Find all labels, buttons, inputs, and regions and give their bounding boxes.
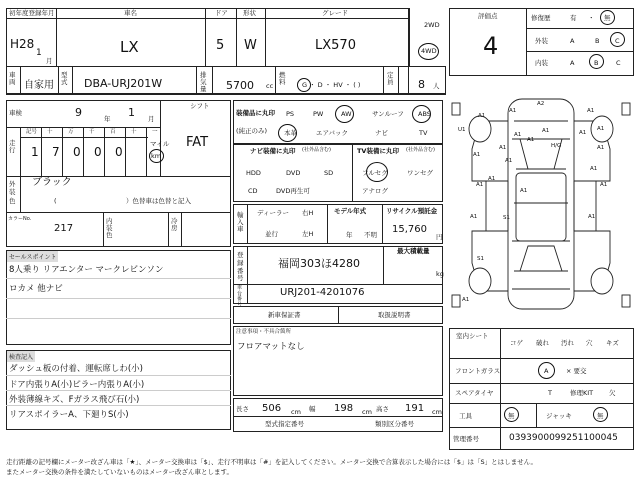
max-load-label: 最大積載量 xyxy=(397,247,430,255)
damage-mark: A1 xyxy=(473,152,481,158)
int-b: B xyxy=(594,59,599,67)
divider xyxy=(526,8,527,76)
capacity-value: 8 xyxy=(418,78,425,91)
divider xyxy=(236,8,237,66)
import-label: 輸入車 xyxy=(237,211,244,234)
import-left: 左H xyxy=(302,230,314,238)
first-reg-era: H28 xyxy=(10,37,35,51)
length-label: 長さ xyxy=(236,405,249,413)
equipment-item: サンルーフ xyxy=(372,110,404,118)
kg-unit: kg xyxy=(436,270,444,278)
shift-value: FAT xyxy=(186,135,209,150)
divider xyxy=(233,284,443,285)
divider xyxy=(275,66,276,94)
sheet-yabure: 破れ xyxy=(536,339,549,347)
fuel-options: G ・ D ・ HV ・ ( ) xyxy=(302,81,361,89)
width-label: 幅 xyxy=(309,405,316,413)
damage-mark: A1 xyxy=(488,176,496,182)
tv-oneseg: ワンセグ xyxy=(407,169,433,177)
length-unit: cm xyxy=(291,408,301,416)
divider xyxy=(398,66,399,94)
repair-no: 無 xyxy=(604,14,611,22)
damage-mark: A2 xyxy=(537,101,545,107)
damage-mark: A1 xyxy=(478,113,486,119)
tv-analog: アナログ xyxy=(362,187,388,195)
divider xyxy=(526,28,634,29)
mileage-cell-divider xyxy=(125,127,126,176)
navi-sub: (社外品含む) xyxy=(302,147,331,153)
ext-b: B xyxy=(595,37,600,45)
divider xyxy=(20,176,21,212)
fuel-label: 燃料 xyxy=(279,71,286,87)
divider xyxy=(58,66,59,94)
header-label-row xyxy=(6,8,409,19)
navi-dvd-play: DVD再生可 xyxy=(276,187,310,195)
vehicle-label: 車両 xyxy=(9,71,16,87)
damage-mark: A1 xyxy=(462,297,470,303)
tv-fullseg: フルセグ xyxy=(362,169,388,177)
spare-t: T xyxy=(548,389,552,397)
inspection-month: 1 xyxy=(128,106,135,119)
mileage-digit: 7 xyxy=(52,145,60,159)
import-right: 右H xyxy=(302,209,314,217)
interior-label: 内装 xyxy=(535,59,548,67)
damage-mark: A1 xyxy=(597,126,605,132)
yen-unit: 円 xyxy=(436,233,443,241)
divider xyxy=(56,8,57,66)
equipment-item: ABS xyxy=(418,110,431,118)
divider xyxy=(449,427,634,428)
mileage-label: 走行 xyxy=(9,139,16,155)
model-label: 車名 xyxy=(124,9,137,17)
model-name: LX xyxy=(120,38,139,56)
model-year-unknown: 不明 xyxy=(364,231,377,239)
footer-line-1: 走行距離の記号欄にメーター改ざん車は「★」、メーター交換車は「$」、走行不明車は「#」を記入してください。メーター交換で合算表示した場合には「$」は「S」とはしません。 xyxy=(6,458,538,466)
divider xyxy=(181,212,182,247)
damage-mark: A1 xyxy=(514,132,522,138)
jack-value: 無 xyxy=(597,412,604,420)
mgmt-label: 管理番号 xyxy=(453,435,479,443)
inspection-label: 車検 xyxy=(9,109,22,117)
shape-label: 形状 xyxy=(243,9,256,17)
divider xyxy=(352,144,353,202)
dot: ・ xyxy=(588,14,595,22)
recycle-value: 15,760 xyxy=(392,224,427,235)
mileage-cell-divider xyxy=(62,127,63,176)
score-value: 4 xyxy=(483,32,499,60)
divider xyxy=(327,204,328,244)
damage-mark: A1 xyxy=(542,128,550,134)
inspector-line-4: リアスポイラーA、下廻りS(小) xyxy=(9,410,129,420)
inspector-line-2: ドア内張りA(小)ピラー内張りA(小) xyxy=(9,380,145,390)
displacement: 5700 xyxy=(226,79,254,92)
warranty-label: 新車保証書 xyxy=(268,311,301,319)
divider xyxy=(6,318,231,319)
sheet-yogore: 汚れ xyxy=(561,339,574,347)
mileage-cell-divider xyxy=(83,127,84,176)
color-change-note: ）色替車は色替と記入 xyxy=(126,197,191,205)
navi-sd: SD xyxy=(324,169,334,177)
mileage-digit-label: 万 xyxy=(68,129,74,135)
km-unit: km xyxy=(151,152,162,160)
class-no-label: 類別区分番号 xyxy=(375,420,414,428)
notes-label: 注意事項・不具合箇所 xyxy=(236,329,292,335)
damage-mark: H/G xyxy=(551,143,562,149)
mileage-digit-label: 一 xyxy=(152,129,158,135)
height-unit: cm xyxy=(432,408,442,416)
divider xyxy=(196,66,197,94)
color-label: 外装色 xyxy=(9,180,16,205)
mileage-digit: 0 xyxy=(115,145,123,159)
doors-label: ドア xyxy=(215,9,228,17)
divider xyxy=(338,306,339,324)
divider xyxy=(6,212,231,213)
inspector-line-3: 外装薄線キズ、Fガラス飛び石(小) xyxy=(9,395,140,405)
divider xyxy=(247,204,248,244)
manual-label: 取扱説明書 xyxy=(378,311,411,319)
damage-mark: A1 xyxy=(590,166,598,172)
divider xyxy=(409,8,410,66)
divider xyxy=(20,66,21,94)
divider xyxy=(6,390,231,391)
tools-value: 無 xyxy=(508,412,515,420)
color-no: 217 xyxy=(54,223,74,234)
footer-line-2: またメーター交換の条件を満たしていないものはメーター改ざん車とします。 xyxy=(6,468,233,476)
sales-line-1: 8人乗り リアエンター マークレビンソン xyxy=(9,265,164,275)
person-unit: 人 xyxy=(433,82,440,90)
divider xyxy=(6,94,446,95)
divider xyxy=(383,66,384,94)
divider xyxy=(103,212,104,247)
damage-mark: A1 xyxy=(600,182,608,188)
tv-sub: (社外品含む) xyxy=(406,147,435,153)
color-no-label: カラーNo. xyxy=(8,216,32,222)
divider xyxy=(536,403,537,427)
equipment-item: PS xyxy=(286,110,295,118)
navi-cd: CD xyxy=(248,187,258,195)
divider xyxy=(247,246,248,304)
model-year-label: モデル年式 xyxy=(334,207,367,215)
inspector-line-1: ダッシュ板の付着、運転席しわ(小) xyxy=(9,364,143,374)
equipment-item: 本革 xyxy=(284,129,297,137)
navi-dvd: DVD xyxy=(286,169,301,177)
mileage-digit-label: 十 xyxy=(47,129,53,135)
divider xyxy=(6,405,231,406)
damage-mark: A1 xyxy=(588,214,596,220)
mileage-digit-label: 千 xyxy=(89,129,95,135)
damage-mark: A1 xyxy=(520,188,528,194)
inspector-label: 検査記入 xyxy=(7,351,35,362)
divider xyxy=(6,278,231,279)
divider xyxy=(212,66,213,94)
mileage-digit: 0 xyxy=(94,145,102,159)
tools-label: 工具 xyxy=(459,412,472,420)
plate-number: 福岡303ほ4280 xyxy=(278,257,360,270)
ext-c: C xyxy=(615,37,620,45)
divider xyxy=(265,8,266,66)
disp-label: 排気量 xyxy=(200,71,207,94)
damage-mark: A1 xyxy=(470,214,478,220)
ext-a: A xyxy=(570,37,575,45)
notes-line-1: フロアマットなし xyxy=(237,342,305,352)
divider xyxy=(6,375,231,376)
damage-mark: A1 xyxy=(597,145,605,151)
width-value: 198 xyxy=(334,403,354,414)
damage-mark: A1 xyxy=(505,158,513,164)
capacity-label: 定員 xyxy=(387,71,394,87)
jack-label: ジャッキ xyxy=(546,412,572,420)
divider xyxy=(205,8,206,66)
mileage-cell-divider xyxy=(41,127,42,176)
navi-hdd: HDD xyxy=(246,169,261,177)
doors-value: 5 xyxy=(216,38,225,53)
spare-none: 欠 xyxy=(609,389,616,397)
inspection-year-unit: 年 xyxy=(104,115,111,123)
first-reg-label: 初年度登録年月 xyxy=(9,9,55,17)
glass-label: フロントガラス xyxy=(455,367,501,375)
glass-change: × 要交 xyxy=(566,367,587,375)
mileage-cell-divider xyxy=(20,127,21,176)
grade-label: グレード xyxy=(322,9,348,17)
spare-label: スペアタイヤ xyxy=(455,389,494,397)
sales-label: セールスポイント xyxy=(7,251,58,262)
repair-label: 修復歴 xyxy=(531,14,551,22)
damage-mark: A1 xyxy=(587,108,595,114)
width-unit: cm xyxy=(362,408,372,416)
mileage-digit: 0 xyxy=(73,145,81,159)
import-dealer: ディーラー xyxy=(257,209,289,217)
divider xyxy=(382,204,383,244)
divider xyxy=(449,383,634,384)
grade-value: LX570 xyxy=(315,38,356,53)
equipment-item: ナビ xyxy=(375,129,388,137)
sales-line-2: ロカメ 他ナビ xyxy=(9,284,63,294)
car-diagram xyxy=(449,80,634,325)
damage-mark: A1 xyxy=(509,108,517,114)
divider xyxy=(6,298,231,299)
divider xyxy=(168,212,169,247)
damage-mark: S1 xyxy=(503,215,510,221)
divider xyxy=(449,403,634,404)
divider xyxy=(233,416,443,417)
use-type: 自家用 xyxy=(24,80,54,91)
divider xyxy=(500,328,501,450)
capacity-cell xyxy=(409,66,446,94)
equipment-item: AW xyxy=(341,110,352,118)
repair-yes: 有 xyxy=(570,14,577,22)
equipment-label: 装備品に丸印 xyxy=(236,109,275,117)
divider xyxy=(160,100,161,176)
sheet-kizu: キズ xyxy=(606,339,619,347)
notes-frame xyxy=(233,326,443,396)
equipment-item: PW xyxy=(313,110,324,118)
damage-mark: A1 xyxy=(476,182,484,188)
sheet-koge: コゲ xyxy=(510,339,523,347)
interior-color-label: 内装色 xyxy=(106,217,113,240)
mileage-digit: 1 xyxy=(31,145,39,159)
shape-value: W xyxy=(244,38,257,53)
shift-label: シフト xyxy=(190,102,210,110)
month-unit: 月 xyxy=(46,57,53,65)
model-year-unit: 年 xyxy=(346,231,353,239)
int-c: C xyxy=(616,59,621,67)
divider xyxy=(20,137,148,138)
spare-kit: 修理KIT xyxy=(570,389,594,397)
divider xyxy=(72,66,73,94)
mgmt-number: 0393900099251100045 xyxy=(509,433,618,443)
damage-mark: U1 xyxy=(458,127,466,133)
mileage-digit-label: 十 xyxy=(131,129,137,135)
damage-mark: A1 xyxy=(499,145,507,151)
import-parallel: 並行 xyxy=(265,230,278,238)
type-label: 型式 xyxy=(61,71,68,87)
height-value: 191 xyxy=(405,403,425,414)
type-no-label: 型式指定番号 xyxy=(265,420,304,428)
first-reg-month: 1 xyxy=(36,48,42,58)
mileage-digit-label: 百 xyxy=(110,129,116,135)
equipment-sub: (純正のみ) xyxy=(236,127,268,135)
inspection-year: 9 xyxy=(75,106,82,119)
tv-label: TV装備に丸印 xyxy=(357,147,399,155)
chassis-number: URJ201-4201076 xyxy=(280,287,365,298)
mile-unit: マイル xyxy=(150,140,170,148)
sheet-ana: 穴 xyxy=(586,339,593,347)
divider xyxy=(449,358,634,359)
navi-label: ナビ装備に丸印 xyxy=(250,147,296,155)
recycle-label: リサイクル預託金 xyxy=(386,207,438,215)
glass-a: A xyxy=(544,367,549,375)
height-label: 高さ xyxy=(376,405,389,413)
divider xyxy=(383,246,384,284)
model-code: DBA-URJ201W xyxy=(84,77,163,90)
chassis-label: 車台番号 xyxy=(237,285,243,308)
damage-mark: A1 xyxy=(527,137,535,143)
color-value: ブラック xyxy=(32,177,72,188)
equipment-item: エアバック xyxy=(316,129,348,137)
mileage-cell-divider xyxy=(104,127,105,176)
cold-label: 冷房 xyxy=(171,217,178,233)
divider xyxy=(526,51,634,52)
mileage-digit-label: 記号 xyxy=(26,129,38,135)
paren-open: ( xyxy=(54,197,57,205)
interior-sheet-label: 室内シート xyxy=(456,332,489,340)
equipment-item: TV xyxy=(419,129,428,137)
exterior-label: 外装 xyxy=(535,37,548,45)
inspection-month-unit: 月 xyxy=(148,115,155,123)
score-label: 評価点 xyxy=(478,12,498,20)
drive-2wd: 2WD xyxy=(424,21,440,29)
int-a: A xyxy=(570,59,575,67)
damage-mark: A1 xyxy=(579,130,587,136)
registration-label: 登録番号 xyxy=(237,251,244,283)
cc-unit: cc xyxy=(266,82,274,90)
mileage-cell-divider xyxy=(146,127,147,176)
length-value: 506 xyxy=(262,403,282,414)
drive-4wd: 4WD xyxy=(421,47,437,55)
damage-mark: S1 xyxy=(477,256,484,262)
